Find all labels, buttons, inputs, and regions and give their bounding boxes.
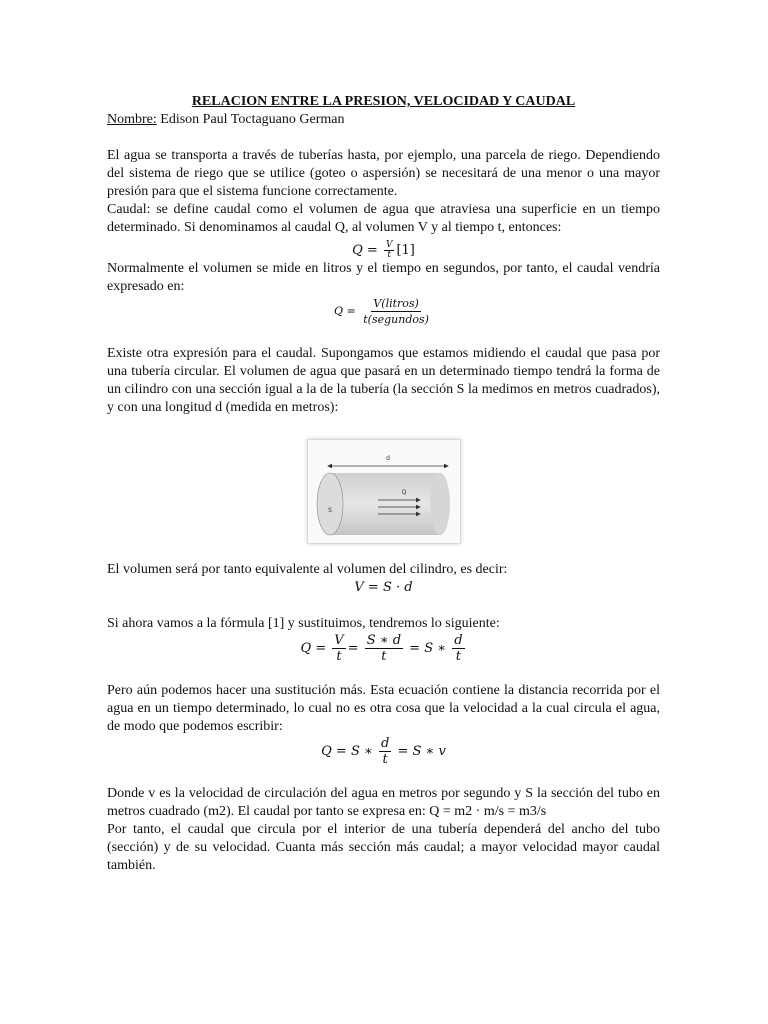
equation-3: V = S · d: [354, 580, 413, 595]
paragraph-intro: El agua se transporta a través de tuberías hasta, por ejemplo, una parcela de riego. Dependiendo del sistema de riego que se utilice (goteo o aspersión) se necesitará de una menor o una mayor presión para que el sistema funcione correctamente.: [107, 148, 660, 199]
paragraph-units: Normalmente el volumen se mide en litros y el tiempo en segundos, por tanto, el caudal vendría expresado en:: [107, 261, 660, 294]
paragraph-cylinder: Existe otra expresión para el caudal. Supongamos que estamos midiendo el caudal que pasa por una tubería circular. El volumen de agua que pasará en un determinado tiempo tendrá la forma de un cilindro con una sección igual a la de la tubería (la sección S la medimos en metros cuadrados), y con una longitud d (medida en metros):: [107, 346, 660, 415]
author-label: Nombre:: [107, 112, 157, 127]
equation-1: Q = $\frac{V}{t}$ [1]: [352, 240, 415, 260]
paragraph-caudal-definition: Caudal: se define caudal como el volumen de agua que atraviesa una superficie en un tiempo determinado. Si denominamos al caudal Q, al volumen V y al tiempo t, entonces:: [107, 202, 660, 235]
paragraph-units-flow: Donde v es la velocidad de circulación del agua en metros por segundo y S la sección del tubo en metros cuadrado (m2). El caudal por tanto se expresa en: Q = m2 · m/s = m3/s: [107, 786, 660, 819]
paragraph-substitution: Si ahora vamos a la fórmula [1] y sustituimos, tendremos lo siguiente:: [107, 616, 500, 631]
paragraph-volume: El volumen será por tanto equivalente al volumen del cilindro, es decir:: [107, 562, 508, 577]
paragraph-velocity: Pero aún podemos hacer una sustitución más. Esta ecuación contiene la distancia recorrida por el agua en un tiempo determinado, lo cual no es otra cosa que la velocidad a la cual circula el agua, de modo que podemos escribir:: [107, 683, 660, 734]
equation-2: Q = $\frac{\text{V(litros)}}{\text{t(segundos)}}$: [334, 297, 429, 326]
equation-4: Q = $\frac{V}{t}$ = $\frac{S ∗ d}{t}$ = S ∗ $\frac{d}{t}$: [300, 633, 463, 664]
author-name: Edison Paul Toctaguano German: [156, 112, 345, 127]
figure-container: [107, 439, 660, 544]
equation-5: Q = S ∗ $\frac{d}{t}$ = S ∗ v: [321, 736, 446, 767]
page-title: RELACION ENTRE LA PRESION, VELOCIDAD Y CAUDAL: [191, 94, 576, 109]
label-s: S: [327, 507, 332, 514]
document-page: [107, 93, 660, 875]
author-line: [107, 111, 660, 129]
pipe-cylinder-diagram: [307, 439, 461, 544]
label-q: Q: [401, 489, 406, 496]
label-d: d: [385, 455, 390, 462]
paragraph-conclusion: Por tanto, el caudal que circula por el interior de una tubería dependerá del ancho del tubo (sección) y de su velocidad. Cuanta más sección más caudal; a mayor velocidad mayor caudal también.: [107, 822, 660, 873]
